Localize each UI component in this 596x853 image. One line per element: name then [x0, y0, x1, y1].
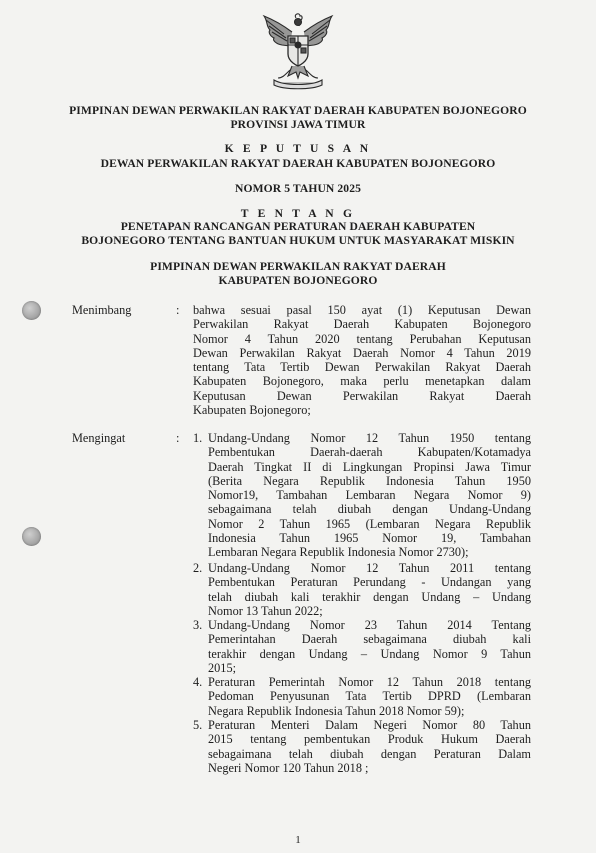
- subject-line2: BOJONEGORO TENTANG BANTUAN HUKUM UNTUK MASYARAKAT MISKIN: [81, 234, 515, 247]
- subject-line1: PENETAPAN RANCANGAN PERATURAN DAERAH KABUPATEN: [120, 220, 476, 233]
- punch-hole: [22, 527, 41, 546]
- menimbang-text: [193, 303, 531, 417]
- mengingat-item-4: [208, 675, 531, 718]
- text-line: Nomor19, Tambahan Lembaran Negara Nomor 9): [208, 488, 531, 503]
- item-number: 5.: [193, 718, 203, 732]
- text-line: Nomor 13 Tahun 2022;: [208, 603, 323, 618]
- text-line: Peraturan Menteri Dalam Negeri Nomor 80 Tahun: [208, 718, 531, 732]
- page-number: 1: [295, 834, 301, 846]
- text-line: sebagaimana telah diubah dengan Undang-Undang: [208, 502, 531, 517]
- institution-name-line2: PROVINSI JAWA TIMUR: [230, 118, 366, 131]
- text-line: Nomor 4 Tahun 2020 tentang Perubahan Keputusan: [193, 331, 531, 346]
- punch-hole: [22, 301, 41, 320]
- text-line: Undang-Undang Nomor 12 Tahun 2011 tentang: [208, 561, 531, 575]
- text-line: tentang Tata Tertib Dewan Perwakilan Rakyat Daerah: [193, 360, 531, 375]
- text-line: Negeri Nomor 120 Tahun 2018 ;: [208, 760, 369, 775]
- text-line: Kabupaten Bojonegoro, maka perlu menetapkan dalam: [193, 374, 531, 389]
- text-line: Dewan Perwakilan Rakyat Daerah Nomor 4 Tahun 2019: [193, 345, 531, 360]
- text-line: Peraturan Pemerintah Nomor 12 Tahun 2018 tentang: [208, 675, 531, 689]
- text-line: Kabupaten Bojonegoro;: [193, 403, 311, 418]
- about-label: T E N T A N G: [240, 207, 356, 220]
- text-line: (Berita Negara Republik Indonesia Tahun 1950: [208, 473, 531, 488]
- text-line: Pedoman Penyusunan Tata Tertib DPRD (Lembaran: [208, 689, 531, 704]
- institution-name-line1: PIMPINAN DEWAN PERWAKILAN RAKYAT DAERAH KABUPATEN BOJONEGORO: [69, 104, 527, 117]
- text-line: Negara Republik Indonesia Tahun 2018 Nomor 59);: [208, 703, 465, 718]
- text-line: Pemerintahan Daerah sebagaimana diubah kali: [208, 632, 531, 647]
- text-line: Undang-Undang Nomor 23 Tahun 2014 Tentang: [208, 618, 531, 632]
- mengingat-item-5: [208, 718, 531, 775]
- text-line: Pembentukan Daerah-daerah Kabupaten/Kotamadya: [208, 445, 531, 460]
- text-line: 2015;: [208, 660, 237, 675]
- text-line: Undang-Undang Nomor 12 Tahun 1950 tentang: [208, 431, 531, 445]
- mengingat-item-1: [208, 431, 531, 560]
- document-number: NOMOR 5 TAHUN 2025: [234, 182, 361, 195]
- text-line: sebagaimana telah diubah dengan Peraturan Dalam: [208, 746, 531, 761]
- mengingat-label: Mengingat: [72, 431, 126, 445]
- text-line: Pembentukan Peraturan Perundang - Undangan yang: [208, 575, 531, 590]
- text-line: Keputusan Dewan Perwakilan Rakyat Daerah: [193, 388, 531, 403]
- item-number: 2.: [193, 561, 203, 575]
- mengingat-colon: :: [176, 431, 180, 445]
- text-line: bahwa sesuai pasal 150 ayat (1) Keputusan Dewan: [193, 303, 531, 317]
- text-line: telah diubah kali terakhir dengan Undang – Undang: [208, 589, 531, 604]
- mengingat-item-3: [208, 618, 531, 675]
- text-line: Nomor 2 Tahun 1965 (Lembaran Negara Republik: [208, 516, 531, 531]
- document-type: K E P U T U S A N: [224, 142, 372, 155]
- text-line: Lembaran Negara Republik Indonesia Nomor 2730);: [208, 545, 469, 560]
- document-issuer: DEWAN PERWAKILAN RAKYAT DAERAH KABUPATEN BOJONEGORO: [100, 157, 496, 170]
- text-line: Indonesia Tahun 1965 Nomor 19, Tambahan: [208, 531, 531, 546]
- item-number: 4.: [193, 675, 203, 689]
- authority-line2: KABUPATEN BOJONEGORO: [218, 274, 378, 287]
- text-line: Daerah Tingkat II di Lingkungan Propinsi Jawa Timur: [208, 459, 531, 474]
- item-number: 3.: [193, 618, 203, 632]
- menimbang-label: Menimbang: [72, 303, 132, 317]
- item-number: 1.: [193, 431, 203, 445]
- text-line: 2015 tentang pembentukan Produk Hukum Daerah: [208, 732, 531, 747]
- menimbang-colon: :: [176, 303, 180, 317]
- garuda-emblem-icon: [260, 12, 336, 92]
- authority-line1: PIMPINAN DEWAN PERWAKILAN RAKYAT DAERAH: [150, 260, 446, 273]
- mengingat-item-2: [208, 561, 531, 618]
- text-line: Perwakilan Rakyat Daerah Kabupaten Bojonegoro: [193, 317, 531, 332]
- text-line: terakhir dengan Undang – Undang Nomor 9 Tahun: [208, 646, 531, 661]
